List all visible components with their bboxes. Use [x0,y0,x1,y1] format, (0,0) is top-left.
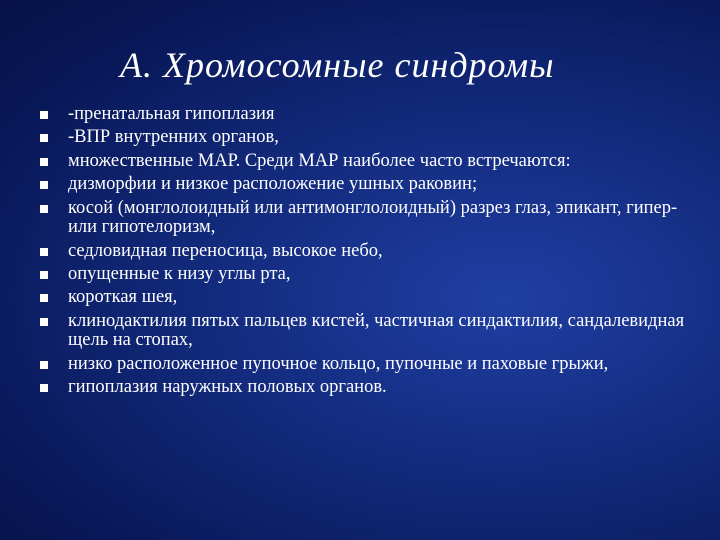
list-item [40,175,690,195]
bullet-text: -пренатальная гипоплазия [68,104,275,124]
square-bullet-icon [40,248,48,256]
bullet-list [40,105,690,401]
square-bullet-icon [40,111,48,119]
bullet-text: множественные МАР. Среди МАР наиболее часто встречаются: [68,150,571,171]
square-bullet-icon [40,181,48,189]
list-item [40,199,690,238]
bullet-text: опущенные к низу углы рта, [68,263,291,284]
bullet-text: седловидная переносица, высокое небо, [68,240,383,261]
list-item [40,128,690,148]
list-item [40,152,690,172]
bullet-text: дизморфии и низкое расположение ушных раковин; [68,174,478,195]
bullet-text: гипоплазия наружных половых органов. [68,377,387,398]
list-item [40,288,690,308]
square-bullet-icon [40,318,48,326]
bullet-text: клинодактилия пятых пальцев кистей, частичная синдактилия, сандалевидная щель на стопах, [68,310,685,351]
list-item [40,378,690,398]
bullet-text: косой (монглолоидный или антимонглолоидный) разрез глаз, эпикант, гипер- или гипотелоризм, [68,197,678,238]
square-bullet-icon [40,271,48,279]
list-item [40,355,690,375]
square-bullet-icon [40,294,48,302]
square-bullet-icon [40,158,48,166]
bullet-text: низко расположенное пупочное кольцо, пупочные и паховые грыжи, [68,353,609,374]
list-item [40,242,690,262]
slide-title: А. Хромосомные синдромы [120,45,555,85]
list-item [40,312,690,351]
list-item [40,265,690,285]
bullet-text: короткая шея, [68,287,178,308]
square-bullet-icon [40,384,48,392]
bullet-text: -ВПР внутренних органов, [68,127,279,148]
list-item [40,105,690,125]
square-bullet-icon [40,134,48,142]
square-bullet-icon [40,205,48,213]
square-bullet-icon [40,361,48,369]
